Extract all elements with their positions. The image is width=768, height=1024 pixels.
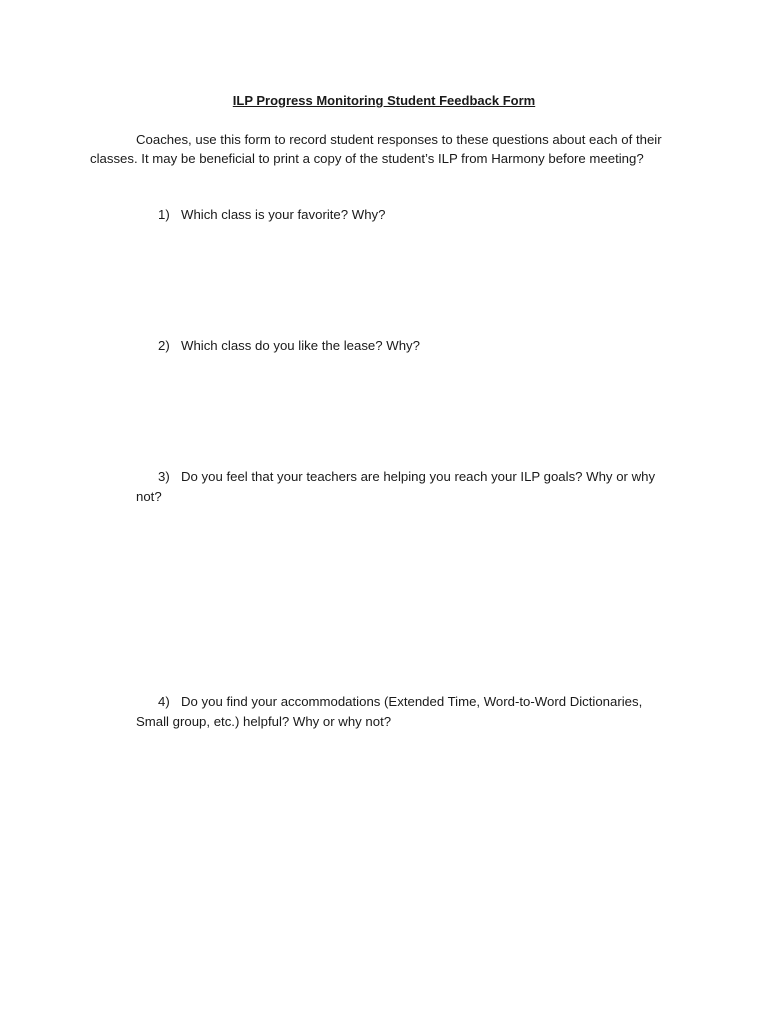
question-2-first-line [136,336,696,356]
question-1-number: 1) [158,207,170,222]
question-1-text: Which class is your favorite? Why? [181,207,386,222]
question-4-number: 4) [158,694,170,709]
question-2-text: Which class do you like the lease? Why? [181,338,420,353]
question-3-number: 3) [158,469,170,484]
question-4-text: Do you find your accommodations (Extended Time, Word-to-Word Dictionaries, [181,694,643,709]
question-3-text: Do you feel that your teachers are helping you reach your ILP goals? Why or why [181,469,656,484]
question-3-continuation: not? [136,488,162,504]
question-4 [136,692,696,731]
intro-paragraph: Coaches, use this form to record student responses to these questions about each of their classes. It may be beneficial to print a copy of the student’s ILP from Harmony before meeting? [90,132,662,166]
question-4-first-line [136,692,696,712]
question-1-first-line [136,205,696,225]
question-1 [136,205,696,225]
question-3-first-line [136,467,696,487]
question-2-number: 2) [158,338,170,353]
question-3 [136,467,696,506]
question-4-continuation: Small group, etc.) helpful? Why or why not? [136,713,392,729]
page-title: ILP Progress Monitoring Student Feedback Form [232,93,536,108]
question-2 [136,336,696,356]
